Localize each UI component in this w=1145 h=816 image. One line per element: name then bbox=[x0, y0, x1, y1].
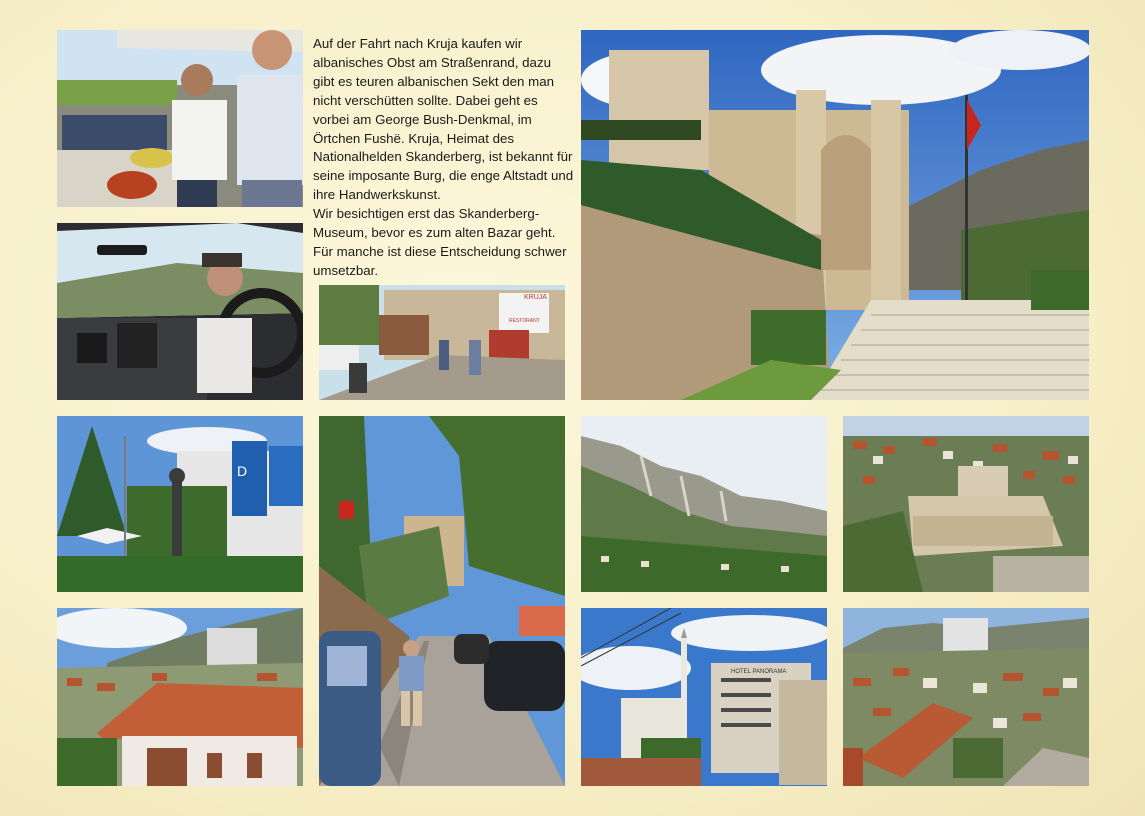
photo-bush-monument bbox=[57, 416, 303, 592]
page-caption: Auf der Fahrt nach Kruja kaufen wir albanisches Obst am Straßenrand, dazu gibt es teuren albanischen Sekt den man nicht verschütten sollte. Dabei geht es vorbei am George Bush-Denkmal, im Örtchen Fushë. Kruja, Heimat des Nationalhelden Skanderberg, ist bekannt für seine imposante Burg, die enge Altstadt und ihre Handwerkskunst. Wir besichtigen erst das Skanderberg-Museum, bevor es zum alten Bazar geht. Für manche ist diese Entscheidung schwer umsetzbar. bbox=[313, 36, 574, 278]
photo-castle-aerial bbox=[843, 416, 1089, 592]
photo-town-house bbox=[57, 608, 303, 786]
sign-kruja: KRUJA bbox=[524, 294, 547, 301]
photo-skanderbeg-museum bbox=[581, 30, 1089, 400]
sign-hotel: HOTEL PANORAMA bbox=[731, 669, 787, 675]
photo-hotel-minaret bbox=[581, 608, 827, 786]
sign-restaurant: RESTORANT bbox=[509, 318, 540, 324]
photo-old-bazaar bbox=[319, 416, 565, 786]
photo-fruit-stand bbox=[57, 30, 303, 207]
party-logo-icon: D bbox=[237, 463, 248, 479]
photo-kruja-panorama bbox=[843, 608, 1089, 786]
photo-mountains bbox=[581, 416, 827, 592]
photo-street-museum bbox=[319, 285, 565, 400]
photo-bus-driver bbox=[57, 223, 303, 400]
